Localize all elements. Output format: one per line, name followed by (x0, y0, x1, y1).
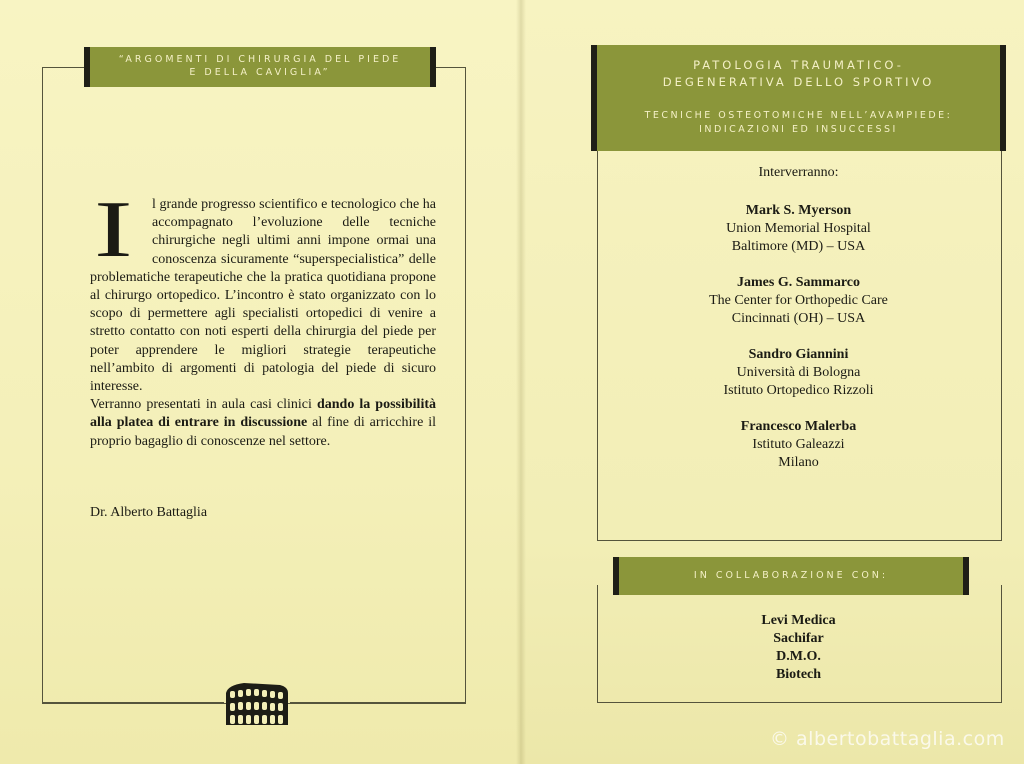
sponsor-item: Sachifar (773, 631, 824, 646)
banner-title-line1: PATOLOGIA TRAUMATICO- (693, 58, 904, 72)
frame-line (290, 702, 465, 703)
left-banner (84, 47, 436, 87)
speaker-name: Mark S. Myerson (745, 203, 852, 218)
left-banner-line2: E DELLA CAVIGLIA” (189, 67, 331, 78)
speaker-affiliation: Istituto Galeazzi (752, 437, 845, 452)
drop-cap: I (94, 186, 133, 274)
banner-subtitle-line2: INDICAZIONI ED INSUCCESSI (699, 124, 898, 135)
banner-title-line2: DEGENERATIVA DELLO SPORTIVO (662, 75, 935, 89)
banner-bar (430, 47, 436, 87)
banner-bar (963, 557, 969, 595)
page-fold (516, 0, 526, 764)
frame-line (42, 67, 90, 68)
speaker-location: Baltimore (MD) – USA (731, 239, 866, 254)
signature: Dr. Alberto Battaglia (90, 505, 208, 520)
speakers-list (597, 164, 1000, 490)
intro-text-a: Verranno presentati in aula casi clinici (90, 397, 317, 413)
speaker-affiliation: Università di Bologna (736, 365, 861, 380)
banner-bar (84, 47, 90, 87)
banner-bar (613, 557, 619, 595)
frame-line (432, 67, 465, 68)
collab-banner-text: IN COLLABORAZIONE CON: (693, 570, 889, 581)
speaker-location: Cincinnati (OH) – USA (731, 311, 866, 326)
speaker-item (597, 418, 1000, 472)
speaker-item (597, 346, 1000, 400)
speaker-affiliation: Union Memorial Hospital (726, 221, 871, 236)
speakers-heading: Interverranno: (758, 165, 839, 180)
frame-line (42, 702, 224, 703)
speaker-item (597, 274, 1000, 328)
banner-subtitle-line1: TECNICHE OSTEOTOMICHE NELL’AVAMPIEDE: (644, 110, 953, 121)
intro-text-bold: dando la possibilità alla platea di entrare in discussione (90, 397, 436, 431)
sponsors-list (597, 612, 1000, 684)
intro-text (90, 186, 436, 451)
speaker-affiliation: The Center for Orthopedic Care (709, 293, 888, 308)
colosseum-icon (222, 681, 290, 727)
speaker-name: Sandro Giannini (748, 347, 849, 362)
left-banner-line1: “ARGOMENTI DI CHIRURGIA DEL PIEDE (118, 54, 402, 65)
intro-paragraph-1: l grande progresso scientifico e tecnologico che ha accompagnato l’evoluzione delle tecniche chirurgiche negli ultimi anni impone ormai una conoscenza sicuramente “superspecialistica” delle problematiche terapeutiche che la pratica quotidiana propone al chirurgo ortopedico. L’incontro è stato organizzato con lo scopo di permettere agli specialisti ortopedici di venire a stretto contatto con noti esperti della chirurgia del piede per poter apprendere le migliori strategie terapeutiche nell’ambito di argomenti di patologia del piede di sicuro interesse. (90, 197, 436, 395)
collab-banner (613, 557, 969, 595)
intro-paragraph-2 (90, 396, 436, 451)
right-banner (591, 45, 1006, 151)
sponsor-item: Biotech (775, 667, 822, 682)
speaker-name: James G. Sammarco (737, 275, 860, 290)
watermark: © albertobattaglia.com (770, 728, 1005, 750)
speaker-name: Francesco Malerba (740, 419, 857, 434)
banner-bar (1000, 45, 1006, 151)
speaker-location: Milano (778, 455, 819, 470)
speaker-item (597, 202, 1000, 256)
banner-bar (591, 45, 597, 151)
speaker-location: Istituto Ortopedico Rizzoli (723, 383, 874, 398)
sponsor-item: Levi Medica (761, 613, 836, 628)
sponsor-item: D.M.O. (776, 649, 821, 664)
intro-text-b: al fine di arricchire il proprio bagaglio di conoscenze nel settore. (90, 415, 436, 449)
